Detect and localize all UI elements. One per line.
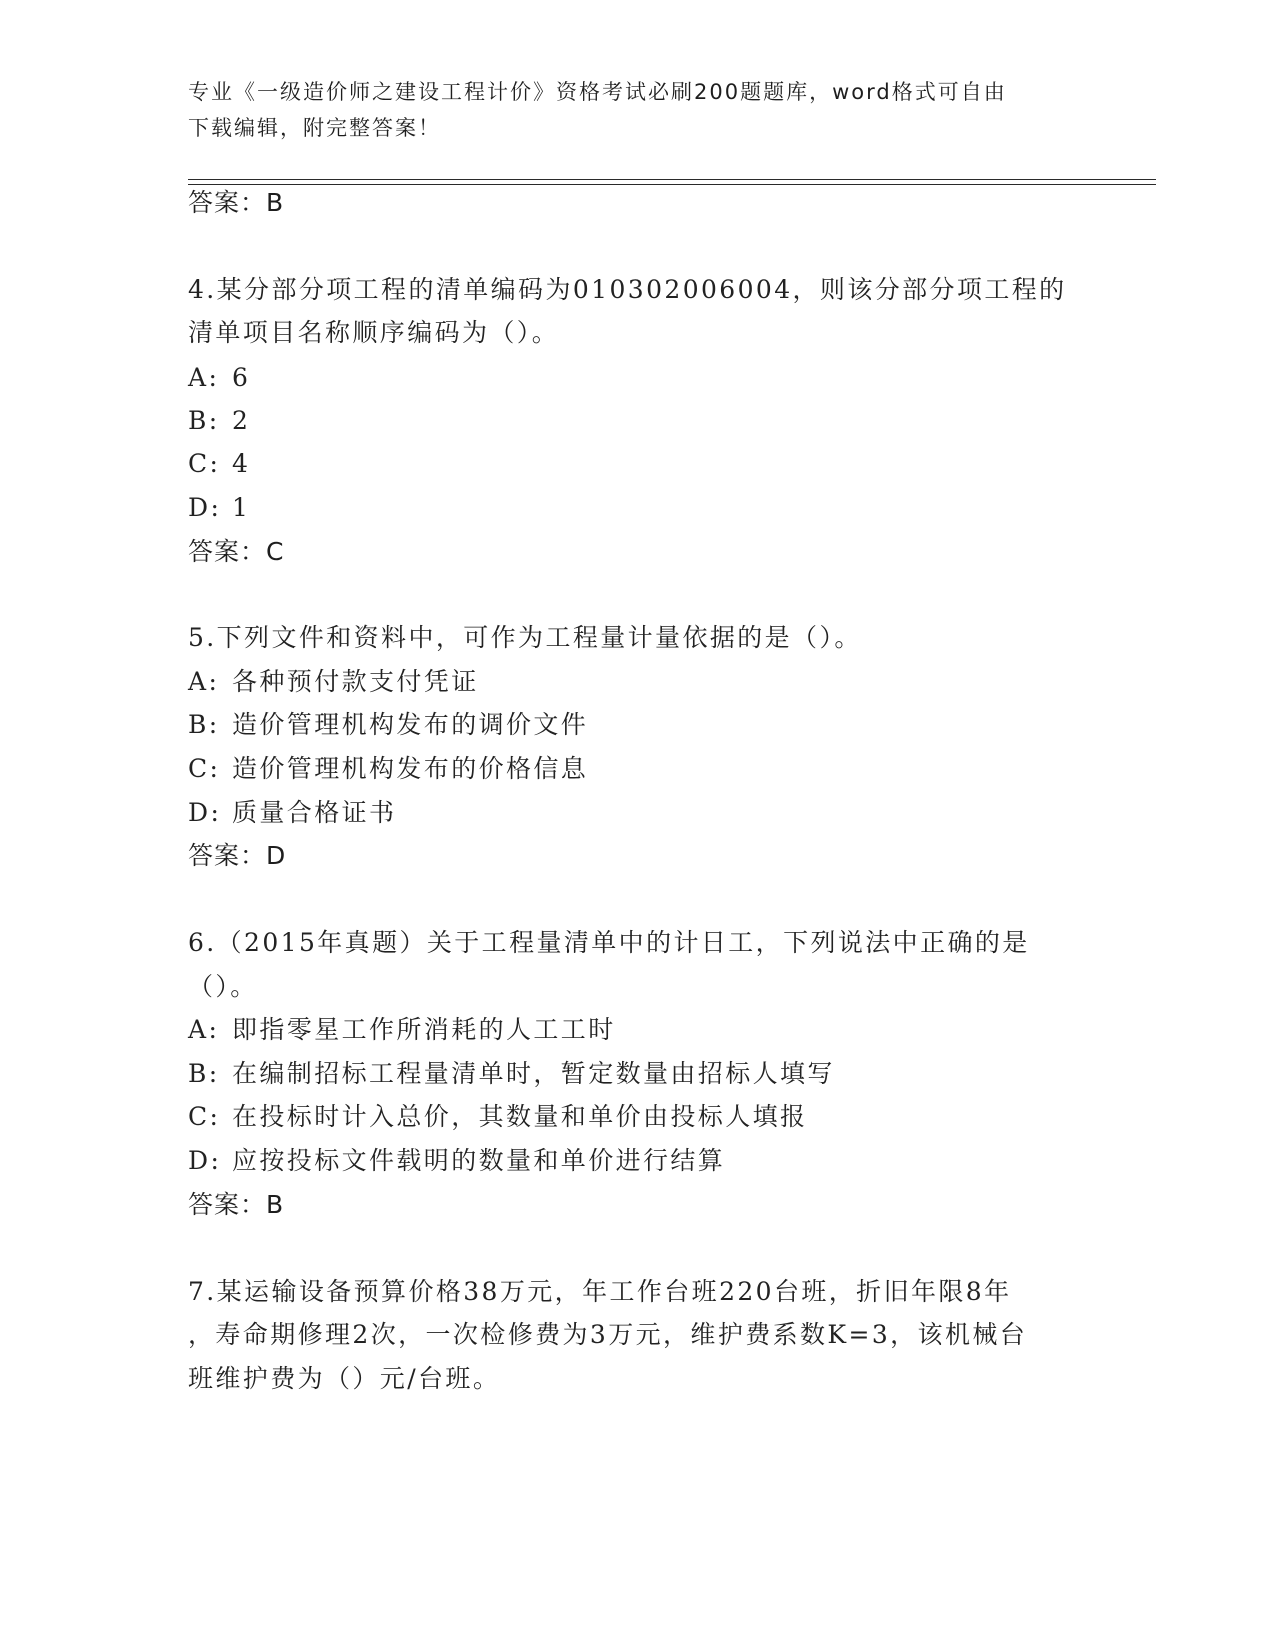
option-key: B: bbox=[188, 710, 220, 739]
question-4-option-c bbox=[188, 447, 250, 481]
option-text: 在编制招标工程量清单时，暂定数量由招标人填写 bbox=[232, 1059, 835, 1088]
answer-q3: 答案：B bbox=[188, 188, 285, 217]
question-5-line-1: 5.下列文件和资料中，可作为工程量计量依据的是（）。 bbox=[188, 623, 862, 652]
option-text: 在投标时计入总价，其数量和单价由投标人填报 bbox=[232, 1102, 808, 1131]
question-4-line-1: 4.某分部分项工程的清单编码为010302006004，则该分部分项工程的 bbox=[188, 275, 1067, 304]
option-key: D: bbox=[188, 493, 222, 522]
option-key: A: bbox=[188, 363, 220, 392]
question-5-option-b bbox=[188, 708, 588, 742]
option-key: A: bbox=[188, 1015, 220, 1044]
option-key: B: bbox=[188, 406, 220, 435]
answer-q4: 答案：C bbox=[188, 537, 285, 566]
question-4-option-b bbox=[188, 404, 250, 438]
question-6-line-2: （）。 bbox=[188, 972, 258, 1001]
question-6-option-a bbox=[188, 1013, 616, 1047]
option-text: 6 bbox=[232, 363, 251, 392]
question-5-option-a bbox=[188, 665, 479, 699]
option-text: 即指零星工作所消耗的人工工时 bbox=[232, 1015, 616, 1044]
option-key: A: bbox=[188, 667, 220, 696]
option-text: 1 bbox=[232, 493, 251, 522]
option-key: C: bbox=[188, 754, 221, 783]
answer-q6: 答案：B bbox=[188, 1190, 285, 1219]
option-text: 4 bbox=[232, 449, 251, 478]
question-6-option-c bbox=[188, 1100, 807, 1134]
header-line-2: 下载编辑，附完整答案！ bbox=[188, 116, 441, 140]
option-text: 质量合格证书 bbox=[232, 798, 397, 827]
option-key: D: bbox=[188, 1146, 222, 1175]
question-7-line-1: 7.某运输设备预算价格38万元，年工作台班220台班，折旧年限8年 bbox=[188, 1277, 1012, 1306]
question-5-option-d bbox=[188, 796, 396, 830]
option-text: 应按投标文件载明的数量和单价进行结算 bbox=[232, 1146, 726, 1175]
header-divider-top bbox=[188, 179, 1156, 180]
option-key: C: bbox=[188, 449, 221, 478]
option-key: B: bbox=[188, 1059, 220, 1088]
question-7-line-3: 班维护费为（）元/台班。 bbox=[188, 1364, 501, 1393]
question-6-option-d bbox=[188, 1144, 725, 1178]
option-key: D: bbox=[188, 798, 222, 827]
question-4-option-a bbox=[188, 361, 250, 395]
answer-q5: 答案：D bbox=[188, 841, 287, 870]
question-6-line-1: 6.（2015年真题）关于工程量清单中的计日工，下列说法中正确的是 bbox=[188, 928, 1030, 957]
option-text: 各种预付款支付凭证 bbox=[232, 667, 479, 696]
option-text: 2 bbox=[232, 406, 251, 435]
question-4-line-2: 清单项目名称顺序编码为（）。 bbox=[188, 318, 560, 347]
option-text: 造价管理机构发布的价格信息 bbox=[232, 754, 589, 783]
option-text: 造价管理机构发布的调价文件 bbox=[232, 710, 589, 739]
document-header bbox=[188, 74, 1088, 146]
question-4-option-d bbox=[188, 491, 250, 525]
question-6-option-b bbox=[188, 1057, 835, 1091]
question-7-line-2: ，寿命期修理2次，一次检修费为3万元，维护费系数K=3，该机械台 bbox=[188, 1320, 1028, 1349]
question-5-option-c bbox=[188, 752, 588, 786]
option-key: C: bbox=[188, 1102, 221, 1131]
header-line-1: 专业《一级造价师之建设工程计价》资格考试必刷200题题库，word格式可自由 bbox=[188, 80, 1007, 104]
header-divider-bottom bbox=[188, 184, 1156, 185]
